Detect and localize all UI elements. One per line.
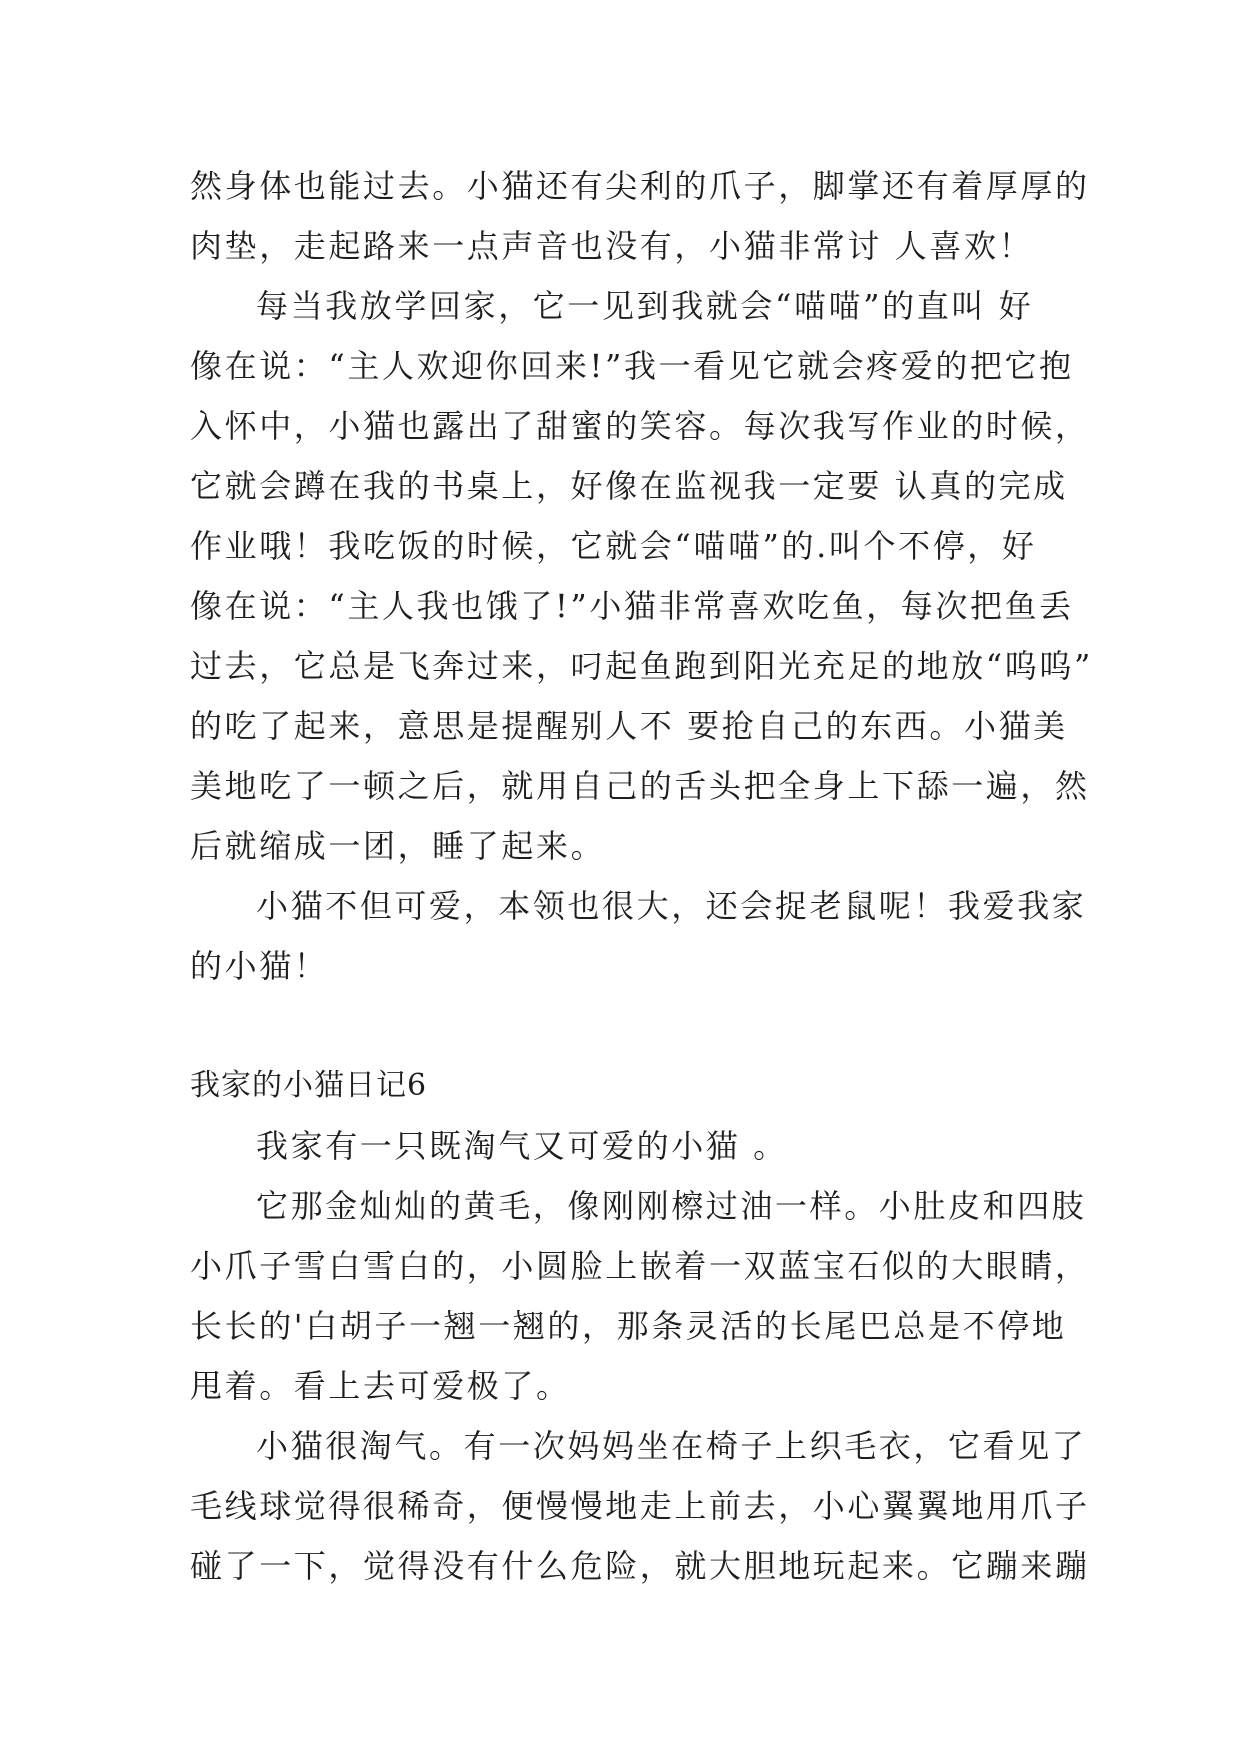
paragraph-line: 作业哦！我吃饭的时候，它就会“喵喵”的.叫个不停，好: [190, 527, 1037, 565]
paragraph-line: 小爪子雪白雪白的，小圆脸上嵌着一双蓝宝石似的大眼睛，: [190, 1247, 1090, 1285]
paragraph-line: 甩着。看上去可爱极了。: [190, 1367, 571, 1405]
paragraph-line: 小猫很淘气。有一次妈妈坐在椅子上织毛衣，它看见了: [256, 1427, 1087, 1465]
paragraph-line: 然身体也能过去。小猫还有尖利的爪子，脚掌还有着厚厚的: [190, 167, 1090, 205]
paragraph-line: 毛线球觉得很稀奇，便慢慢地走上前去，小心翼翼地用爪子: [190, 1487, 1090, 1525]
paragraph-line: 我家有一只既淘气又可爱的小猫 。: [256, 1127, 788, 1165]
paragraph-line: 像在说：“主人欢迎你回来!”我一看见它就会疼爱的把它抱: [190, 347, 1074, 385]
paragraph-line: 入怀中，小猫也露出了甜蜜的笑容。每次我写作业的时候，: [190, 407, 1090, 445]
paragraph-line: 的吃了起来，意思是提醒别人不 要抢自己的东西。小猫美: [190, 707, 1068, 745]
paragraph-line: 后就缩成一团，睡了起来。: [190, 827, 606, 865]
paragraph-line: 肉垫，走起路来一点声音也没有，小猫非常讨 人喜欢！: [190, 227, 1034, 265]
paragraph-line: 像在说：“主人我也饿了!”小猫非常喜欢吃鱼，每次把鱼丢: [190, 587, 1074, 625]
paragraph-line: 它那金灿灿的黄毛，像刚刚檫过油一样。小肚皮和四肢: [256, 1187, 1087, 1225]
paragraph-line: 碰了一下，觉得没有什么危险，就大胆地玩起来。它蹦来蹦: [190, 1547, 1090, 1585]
section-gap: [190, 996, 1070, 1056]
paragraph-line: 小猫不但可爱，本领也很大，还会捉老鼠呢！我爱我家: [256, 887, 1087, 925]
paragraph-line: 的小猫！: [190, 947, 329, 985]
paragraph-line: 过去，它总是飞奔过来，叼起鱼跑到阳光充足的地放“呜呜”: [190, 647, 1093, 685]
paragraph-line: 每当我放学回家，它一见到我就会“喵喵”的直叫 好: [256, 287, 1034, 325]
document-body: [190, 156, 1093, 1596]
paragraph-line: 它就会蹲在我的书桌上，好像在监视我一定要 认真的完成: [190, 467, 1068, 505]
paragraph-line: 长长的'白胡子一翘一翘的，那条灵活的长尾巴总是不停地: [190, 1307, 1067, 1345]
paragraph-line: 美地吃了一顿之后，就用自己的舌头把全身上下舔一遍，然: [190, 767, 1090, 805]
section-title: 我家的小猫日记6: [190, 1068, 428, 1103]
